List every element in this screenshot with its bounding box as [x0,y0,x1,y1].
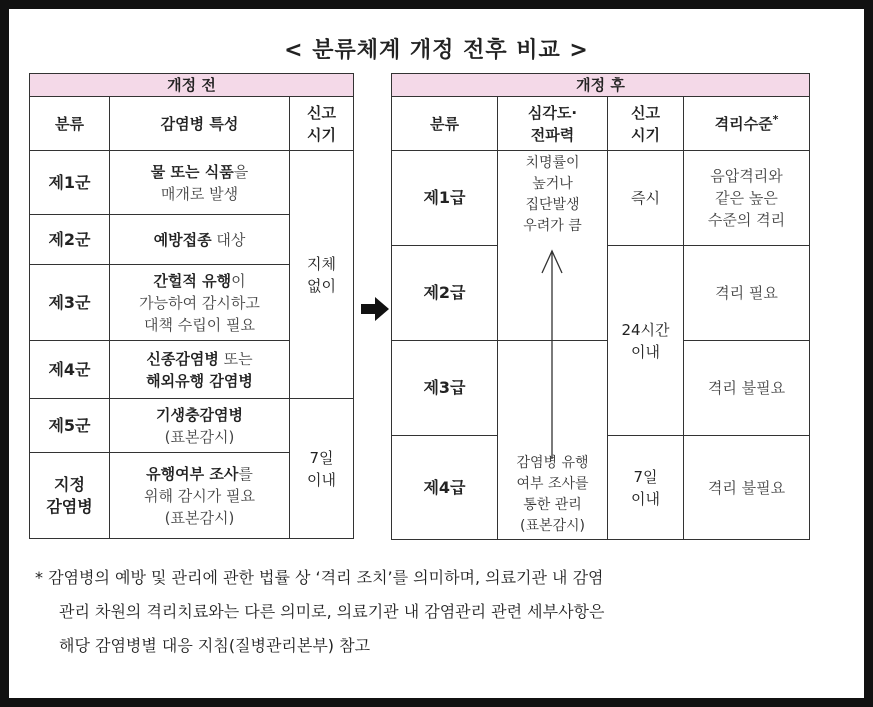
footnote-line-1: * 감염병의 예방 및 관리에 관한 법률 상 ‘격리 조치’를 의미하며, 의료기관 내 감염 [35,568,604,587]
before-feature-4-bold2: 해외유행 감염병 [146,371,253,390]
after-col-isolation-label: 격리수준 [714,114,773,133]
before-col-report: 신고 시기 [290,97,354,151]
before-feature-4-text: 또는 [218,349,253,368]
after-isolation-4: 격리 불필요 [684,436,810,540]
after-severity-top-text: 치명률이 높거나 집단발생 우려가 큼 [523,155,582,234]
before-feature-1 [110,151,290,215]
before-class-1: 제1군 [30,151,110,215]
before-report-immediate: 지체 없이 [290,151,354,399]
page-title: < 분류체계 개정 전후 비교 > [284,38,589,63]
after-isolation-3: 격리 불필요 [684,341,810,436]
after-header: 개정 후 [392,74,810,97]
before-class-3: 제3군 [30,265,110,341]
after-class-4: 제4급 [392,436,498,540]
before-feature-3 [110,265,290,341]
after-isolation-2: 격리 필요 [684,246,810,341]
before-class-2: 제2군 [30,215,110,265]
before-feature-3-bold: 간헐적 유행 [153,271,232,290]
before-report-7days: 7일 이내 [290,399,354,539]
footnote-line-3: 해당 감염병별 대응 지침(질병관리본부) 참고 [59,636,371,655]
before-col-feature: 감염병 특성 [110,97,290,151]
before-feature-4-bold: 신종감염병 [146,349,219,368]
before-feature-2 [110,215,290,265]
before-header: 개정 전 [30,74,354,97]
up-arrow-icon [537,249,567,459]
before-feature-1-text: 을 매개로 발생 [160,162,249,203]
after-report-24h: 24시간 이내 [608,246,684,436]
after-isolation-1: 음압격리와 같은 높은 수준의 격리 [684,151,810,246]
after-report-7days: 7일 이내 [608,436,684,540]
footnote-star: * [772,112,779,126]
footnote-line-2: 관리 차원의 격리치료와는 다른 의미로, 의료기관 내 감염관리 관련 세부사항은 [59,602,605,621]
after-class-2: 제2급 [392,246,498,341]
before-feature-6-bold: 유행여부 조사 [146,464,239,483]
before-feature-2-bold: 예방접종 [153,230,212,249]
before-feature-5-bold: 기생충감염병 [156,405,243,424]
before-feature-3-text: 이 가능하여 감시하고 대책 수립이 필요 [139,271,260,334]
before-feature-1-bold: 물 또는 식품 [150,162,234,181]
before-feature-4 [110,341,290,399]
before-feature-6 [110,453,290,539]
before-class-5: 제5군 [30,399,110,453]
footnote [35,561,855,663]
before-feature-5-text: (표본감시) [164,427,235,446]
before-table [29,73,354,539]
before-col-class: 분류 [30,97,110,151]
document-page [9,9,864,698]
after-class-1: 제1급 [392,151,498,246]
right-arrow-icon [361,297,389,321]
after-report-immediate: 즉시 [608,151,684,246]
after-col-report: 신고 시기 [608,97,684,151]
after-col-class: 분류 [392,97,498,151]
after-severity-bottom-text: 감염병 유행 여부 조사를 통한 관리 (표본감시) [516,455,589,534]
before-feature-5 [110,399,290,453]
after-class-3: 제3급 [392,341,498,436]
after-col-isolation [684,97,810,151]
before-feature-6-text: 를 위해 감시가 필요 (표본감시) [144,464,255,527]
before-class-4: 제4군 [30,341,110,399]
before-feature-2-text: 대상 [211,230,246,249]
after-table [391,73,810,540]
before-class-designated: 지정 감염병 [30,453,110,539]
after-col-severity: 심각도· 전파력 [498,97,608,151]
